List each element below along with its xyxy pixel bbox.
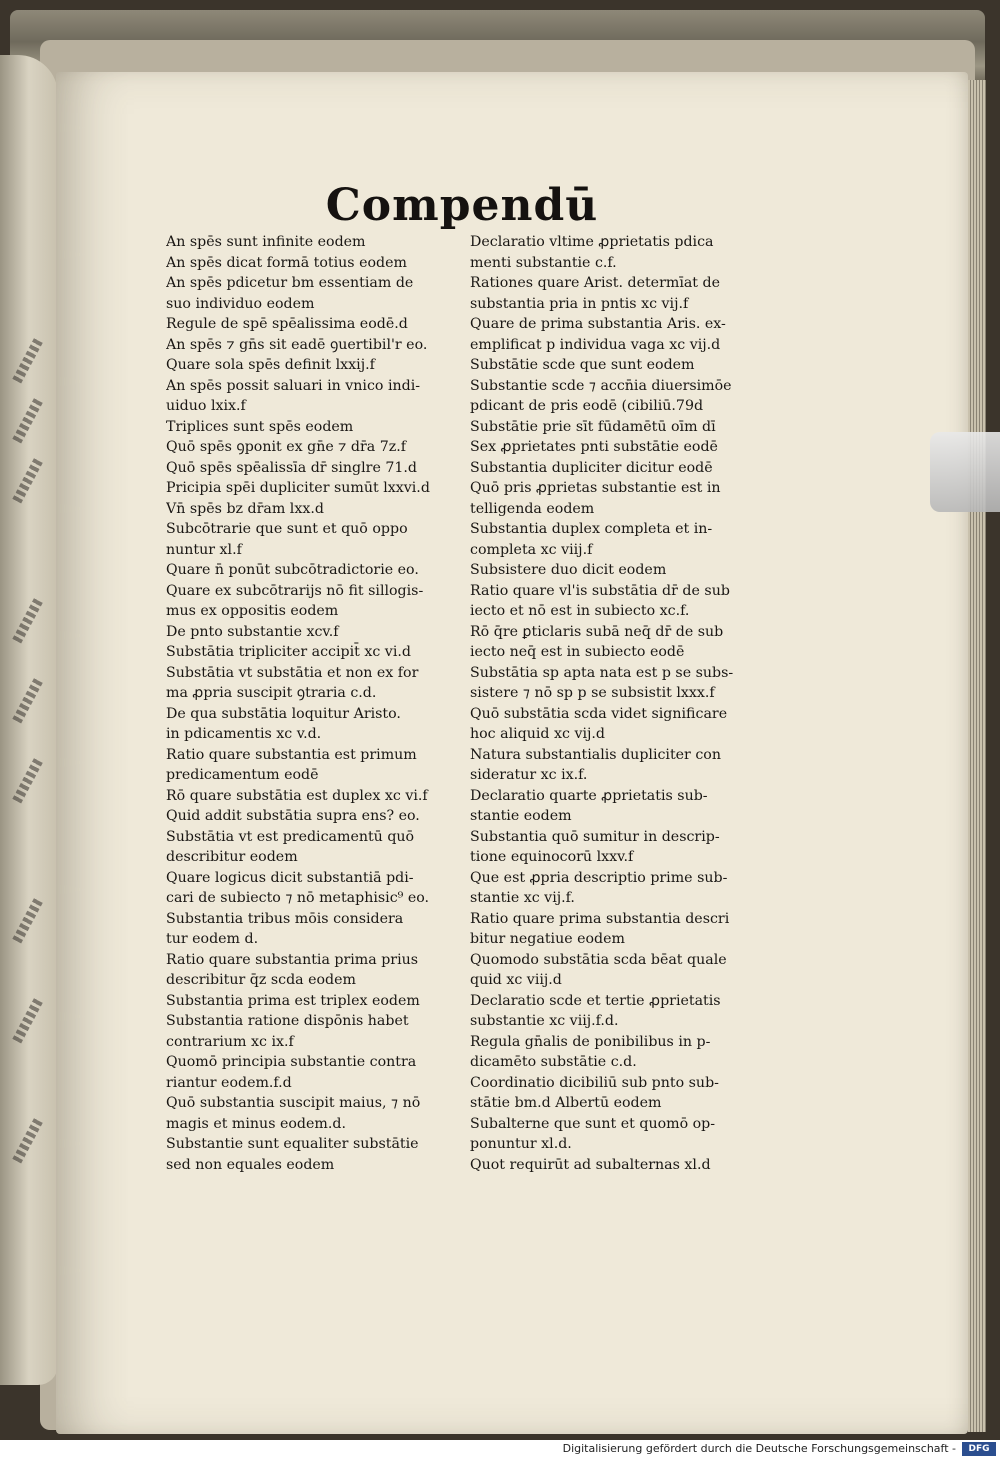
index-line: Substantia tribus mōis considera bbox=[166, 910, 404, 927]
index-line: Substātia vt substātia et non ex for bbox=[166, 664, 419, 681]
index-line: Triplices sunt spēs eodem bbox=[166, 418, 354, 435]
index-line: Declaratio scde et tertie ꝓprietatis bbox=[470, 992, 721, 1009]
index-line: Ratio quare substantia prima prius bbox=[166, 951, 419, 968]
index-line: bitur negatiue eodem bbox=[470, 931, 625, 947]
index-line: An spēs dicat formā totius eodem bbox=[166, 254, 407, 271]
index-line: Regula gn̄alis de ponibilibus in p- bbox=[470, 1033, 711, 1050]
index-line: Ratio quare substantia est primum bbox=[166, 746, 417, 763]
index-line: De pnto substantie xcv.f bbox=[166, 623, 339, 640]
index-line: Substantia dupliciter dicitur eodē bbox=[470, 459, 713, 476]
index-line: stātie bm.d Albertū eodem bbox=[470, 1095, 662, 1111]
index-line: Quare de prima substantia Aris. ex- bbox=[470, 316, 726, 332]
index-line: tione equinocorū lxxv.f bbox=[470, 849, 634, 865]
index-line: Vn̄ spēs bz dr̄am lxx.d bbox=[166, 500, 324, 517]
index-line: completa xc viij.f bbox=[470, 541, 593, 558]
index-line: Quō pris ꝓprietas substantie est in bbox=[470, 480, 721, 496]
index-line: nuntur xl.f bbox=[166, 541, 242, 558]
index-line: Quid addit substātia supra ens? eo. bbox=[166, 808, 420, 824]
index-line: An spēs possit saluari in vnico indi- bbox=[166, 377, 421, 394]
index-line: describitur q̄z scda eodem bbox=[166, 972, 356, 988]
index-line: substantie xc viij.f.d. bbox=[470, 1013, 619, 1029]
footer-bar bbox=[0, 1440, 1000, 1459]
index-line: Ratio quare vl'is substātia dr̄ de sub bbox=[470, 582, 730, 599]
index-line: Que est ꝓpria descriptio prime sub- bbox=[470, 869, 728, 886]
index-line: describitur eodem bbox=[166, 849, 298, 865]
index-line: Substantia quō sumitur in descrip- bbox=[470, 828, 720, 845]
index-line: An spēs pdicetur bm essentiam de bbox=[166, 275, 414, 291]
index-line: suo individuo eodem bbox=[166, 295, 315, 312]
index-line: Rationes quare Arist. determīat de bbox=[470, 275, 720, 291]
index-line: Subalterne que sunt et quomō op- bbox=[470, 1115, 716, 1132]
index-line: An spēs sunt infinite eodem bbox=[166, 234, 366, 250]
index-line: Rō quare substātia est duplex xc vi.f bbox=[166, 787, 428, 804]
index-line: Regule de spē spēalissima eodē.d bbox=[166, 316, 408, 332]
index-line: ponuntur xl.d. bbox=[470, 1136, 572, 1152]
page-clip bbox=[930, 432, 1000, 512]
left-page-margin bbox=[0, 55, 58, 1385]
index-line: Substātie prie sīt fūdamētū oīm dī bbox=[470, 418, 716, 435]
index-line: Coordinatio dicibiliū sub pnto sub- bbox=[470, 1074, 719, 1091]
index-line: in pdicamentis xc v.d. bbox=[166, 726, 322, 742]
index-line: emplificat p individua vaga xc vij.d bbox=[470, 336, 721, 353]
index-line: iecto et nō est in subiecto xc.f. bbox=[470, 603, 690, 619]
index-line: cari de subiecto ⁊ nō metaphisic⁹ eo. bbox=[166, 890, 430, 906]
index-line: Ratio quare prima substantia descri bbox=[470, 910, 730, 927]
page-fore-edge bbox=[968, 80, 986, 1432]
dfg-logo: DFG bbox=[962, 1442, 996, 1456]
index-line: ma ꝓpria suscipit ꝯtraria c.d. bbox=[166, 685, 377, 701]
index-line: Substantia duplex completa et in- bbox=[470, 521, 713, 537]
index-column-left bbox=[166, 232, 462, 1175]
index-line: Substātie scde que sunt eodem bbox=[470, 357, 695, 373]
index-line: De qua substātia loquitur Aristo. bbox=[166, 705, 401, 722]
index-line: Subcōtrarie que sunt et quō oppo bbox=[166, 521, 408, 537]
index-line: quid xc viij.d bbox=[470, 972, 562, 988]
index-line: telligenda eodem bbox=[470, 500, 595, 517]
index-line: substantia pria in pntis xc vij.f bbox=[470, 295, 689, 312]
index-line: magis et minus eodem.d. bbox=[166, 1115, 346, 1132]
page-heading: Compendū bbox=[325, 180, 599, 231]
index-line: mus ex oppositis eodem bbox=[166, 603, 339, 619]
index-line: Rō q̄re ꝑticlaris subā neq̄ dr̄ de sub bbox=[470, 623, 724, 640]
index-line: stantie eodem bbox=[470, 808, 572, 824]
index-line: Quare n̄ ponūt subcōtradictorie eo. bbox=[166, 562, 419, 578]
index-line: iecto neq̄ est in subiecto eodē bbox=[470, 644, 685, 660]
index-line: Substantie sunt equaliter substātie bbox=[166, 1136, 419, 1152]
index-line: sed non equales eodem bbox=[166, 1156, 335, 1173]
index-line: Subsistere duo dicit eodem bbox=[470, 562, 667, 578]
index-line: menti substantie c.f. bbox=[470, 254, 617, 271]
funding-credit: Digitalisierung gefördert durch die Deutsche Forschungsgemeinschaft - bbox=[562, 1442, 956, 1455]
index-line: Quomodo substātia scda bēat quale bbox=[470, 951, 727, 968]
index-line: Pricipia spēi dupliciter sumūt lxxvi.d bbox=[166, 480, 430, 496]
index-line: Sex ꝓprietates pnti substātie eodē bbox=[470, 439, 718, 455]
index-line: Quare ex subcōtrarijs nō fit sillogis- bbox=[166, 582, 424, 599]
index-line: Substantia ratione dispōnis habet bbox=[166, 1013, 409, 1029]
index-line: Declaratio vltime ꝓprietatis pdica bbox=[470, 234, 714, 250]
index-line: Quot requirūt ad subalternas xl.d bbox=[470, 1156, 711, 1173]
index-line: Natura substantialis dupliciter con bbox=[470, 746, 721, 763]
index-line: sideratur xc ix.f. bbox=[470, 767, 588, 783]
index-line: contrarium xc ix.f bbox=[166, 1033, 294, 1050]
index-line: Substantie scde ⁊ accn̄ia diuersimōe bbox=[470, 377, 732, 394]
index-line: uiduo lxix.f bbox=[166, 398, 246, 414]
index-line: Declaratio quarte ꝓprietatis sub- bbox=[470, 787, 708, 804]
index-line: Substātia sp apta nata est p se subs- bbox=[470, 664, 734, 681]
index-line: Quō spēs ꝯponit ex gn̄e ⁊ dr̄a 7z.f bbox=[166, 439, 406, 455]
index-line: sistere ⁊ nō sp p se subsistit lxxx.f bbox=[470, 685, 715, 701]
index-line: Substātia vt est predicamentū quō bbox=[166, 828, 415, 845]
index-column-right bbox=[470, 232, 766, 1175]
index-line: hoc aliquid xc vij.d bbox=[470, 726, 606, 742]
index-line: tur eodem d. bbox=[166, 931, 259, 947]
index-line: predicamentum eodē bbox=[166, 767, 319, 783]
index-line: dicamēto substātie c.d. bbox=[470, 1054, 637, 1070]
index-line: pdicant de pris eodē (cibiliū.79d bbox=[470, 398, 704, 414]
index-line: riantur eodem.f.d bbox=[166, 1074, 292, 1091]
index-line: Substātia tripliciter accipit̄ xc vi.d bbox=[166, 644, 411, 660]
index-line: Quare logicus dicit substantiā pdi- bbox=[166, 869, 414, 886]
index-line: Quomō principia substantie contra bbox=[166, 1054, 417, 1070]
index-line: Quare sola spēs definit lxxij.f bbox=[166, 357, 375, 373]
index-line: Quō substātia scda videt significare bbox=[470, 705, 728, 722]
index-line: Quō substantia suscipit maius, ⁊ nō bbox=[166, 1095, 421, 1111]
index-line: Substantia prima est triplex eodem bbox=[166, 992, 420, 1009]
index-line: An spēs ⁊ gn̄s sit eadē ꝯuertibil'r eo. bbox=[166, 336, 428, 353]
index-line: Quō spēs spēalissīa dr̄ singlre 71.d bbox=[166, 459, 418, 476]
index-line: stantie xc vij.f. bbox=[470, 890, 575, 906]
